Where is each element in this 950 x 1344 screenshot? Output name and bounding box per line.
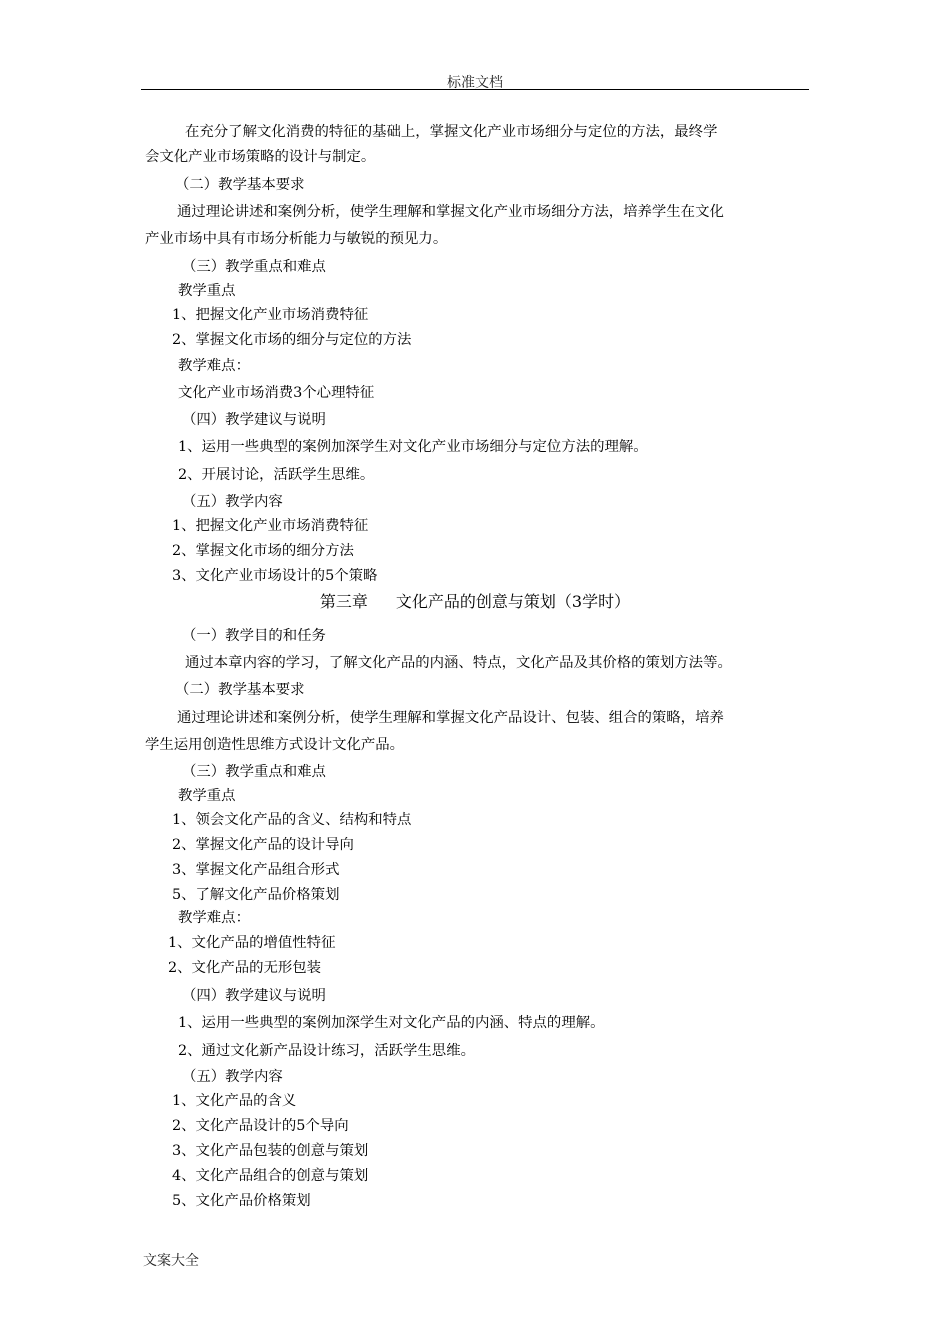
section-heading: （三）教学重点和难点 [182,764,326,780]
paragraph-line: 文化产业市场消费3个心理特征 [178,385,375,401]
section-heading: （一）教学目的和任务 [182,628,326,644]
chapter-heading [0,592,950,612]
list-item: 5、了解文化产品价格策划 [172,887,340,903]
list-item: 1、文化产品的增值性特征 [168,935,336,951]
paragraph-line: 产业市场中具有市场分析能力与敏锐的预见力。 [145,231,448,247]
list-item: 2、开展讨论，活跃学生思维。 [178,467,375,483]
paragraph-line: 学生运用创造性思维方式设计文化产品。 [145,737,405,753]
list-item: 2、掌握文化市场的细分与定位的方法 [172,332,412,348]
chapter-number: 第三章 [319,592,368,611]
list-item: 1、运用一些典型的案例加深学生对文化产业市场细分与定位方法的理解。 [178,439,648,455]
subheading: 教学难点： [178,358,250,374]
section-heading: （二）教学基本要求 [175,177,305,193]
paragraph-line: 在充分了解文化消费的特征的基础上，掌握文化产业市场细分与定位的方法，最终学 [185,124,718,140]
list-item: 2、文化产品的无形包装 [168,960,322,976]
list-item: 2、掌握文化产品的设计导向 [172,837,354,853]
list-item: 1、把握文化产业市场消费特征 [172,518,369,534]
section-heading: （五）教学内容 [182,494,283,510]
list-item: 3、文化产品包装的创意与策划 [172,1143,369,1159]
list-item: 1、文化产品的含义 [172,1093,297,1109]
list-item: 1、运用一些典型的案例加深学生对文化产品的内涵、特点的理解。 [178,1015,605,1031]
subheading: 教学重点 [178,788,236,804]
list-item: 1、领会文化产品的含义、结构和特点 [172,812,412,828]
section-heading: （四）教学建议与说明 [182,988,326,1004]
list-item: 2、通过文化新产品设计练习，活跃学生思维。 [178,1043,475,1059]
list-item: 1、把握文化产业市场消费特征 [172,307,369,323]
page-footer: 文案大全 [143,1253,199,1269]
section-heading: （二）教学基本要求 [175,682,305,698]
subheading: 教学难点： [178,910,250,926]
chapter-title: 文化产品的创意与策划（3学时） [395,592,631,611]
section-heading: （四）教学建议与说明 [182,412,326,428]
paragraph-line: 通过本章内容的学习，了解文化产品的内涵、特点，文化产品及其价格的策划方法等。 [185,655,732,671]
section-heading: （三）教学重点和难点 [182,259,326,275]
section-heading: （五）教学内容 [182,1069,283,1085]
subheading: 教学重点 [178,283,236,299]
list-item: 3、掌握文化产品组合形式 [172,862,340,878]
list-item: 2、掌握文化市场的细分方法 [172,543,354,559]
header-divider [141,89,809,90]
paragraph-line: 会文化产业市场策略的设计与制定。 [145,149,376,165]
list-item: 3、文化产业市场设计的5个策略 [172,568,378,584]
list-item: 4、文化产品组合的创意与策划 [172,1168,369,1184]
list-item: 2、文化产品设计的5个导向 [172,1118,349,1134]
paragraph-line: 通过理论讲述和案例分析，使学生理解和掌握文化产品设计、包装、组合的策略，培养 [177,710,724,726]
paragraph-line: 通过理论讲述和案例分析，使学生理解和掌握文化产业市场细分方法，培养学生在文化 [177,204,724,220]
list-item: 5、文化产品价格策划 [172,1193,311,1209]
page-header: 标准文档 [447,75,503,91]
